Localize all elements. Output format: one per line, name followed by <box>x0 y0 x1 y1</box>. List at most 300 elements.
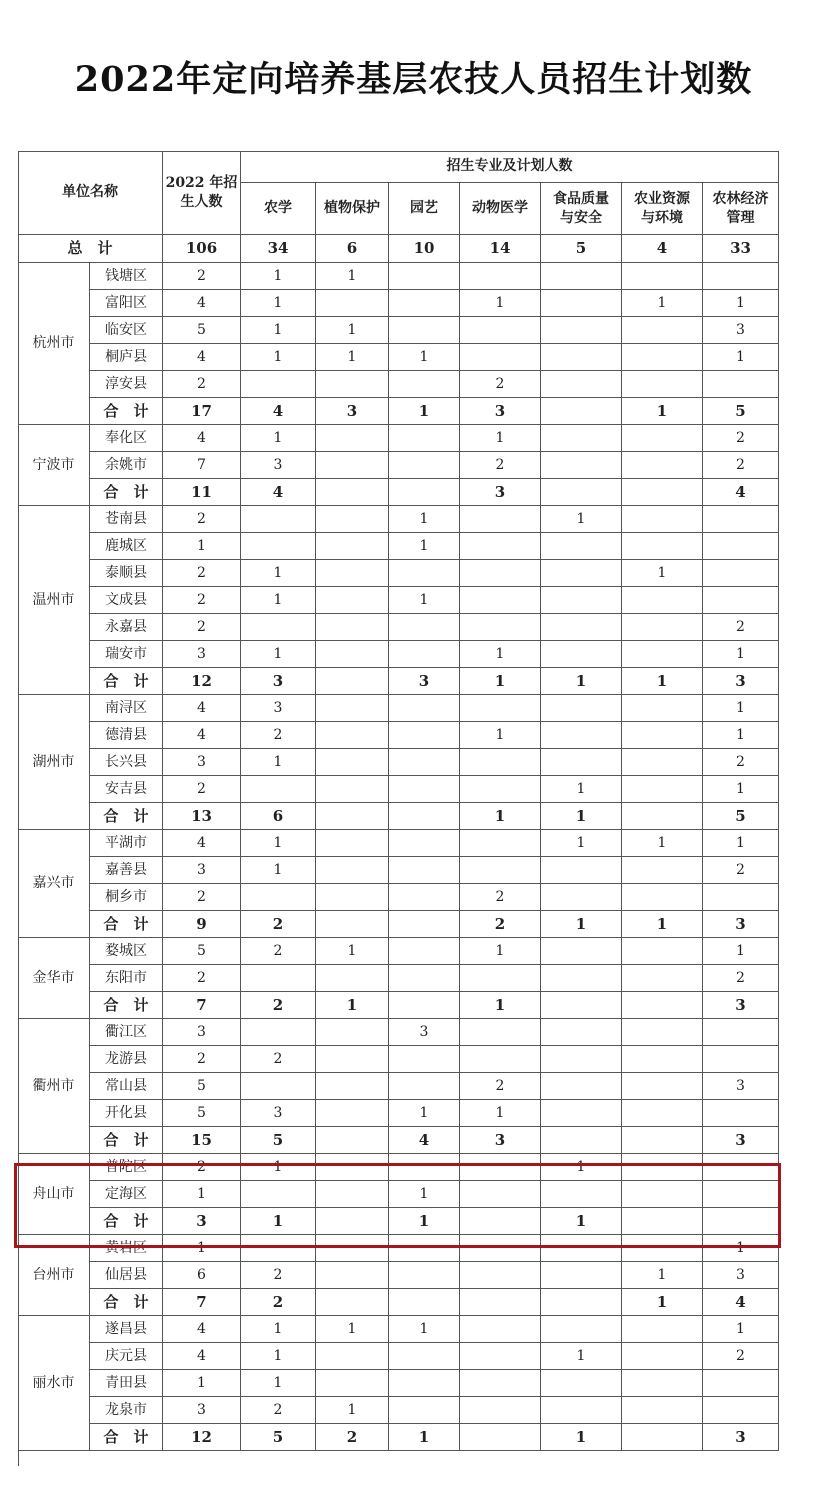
city-name: 嘉兴市 <box>18 830 90 938</box>
county-total: 2 <box>163 1154 241 1181</box>
table-cell <box>622 641 703 668</box>
header-major: 植物保护 <box>316 183 389 235</box>
table-cell <box>460 965 541 992</box>
table-cell: 3 <box>703 1262 779 1289</box>
table-cell <box>316 425 389 452</box>
table-cell <box>622 533 703 560</box>
grand-total-cell: 4 <box>622 235 703 263</box>
table-cell <box>389 857 460 884</box>
table-cell <box>460 614 541 641</box>
subtotal-label: 合 计 <box>90 1289 163 1316</box>
subtotal-cell: 1 <box>316 992 389 1019</box>
county-name: 苍南县 <box>90 506 163 533</box>
city-name: 舟山市 <box>18 1154 90 1235</box>
table-cell: 1 <box>241 317 316 344</box>
county-total: 3 <box>163 1019 241 1046</box>
subtotal-cell: 2 <box>241 992 316 1019</box>
county-name: 开化县 <box>90 1100 163 1127</box>
table-cell <box>316 722 389 749</box>
county-name: 奉化区 <box>90 425 163 452</box>
subtotal-cell: 3 <box>460 479 541 506</box>
table-cell: 2 <box>241 938 316 965</box>
table-cell <box>241 1235 316 1262</box>
city-name: 湖州市 <box>18 695 90 830</box>
table-cell <box>389 1343 460 1370</box>
table-cell <box>622 371 703 398</box>
table-cell: 1 <box>316 938 389 965</box>
table-cell: 1 <box>316 263 389 290</box>
table-cell: 1 <box>703 290 779 317</box>
table-cell <box>703 1370 779 1397</box>
table-cell: 1 <box>389 1316 460 1343</box>
city-name: 宁波市 <box>18 425 90 506</box>
subtotal-total: 12 <box>163 668 241 695</box>
table-cell <box>541 587 622 614</box>
table-cell <box>460 1019 541 1046</box>
table-cell <box>460 1262 541 1289</box>
table-cell <box>541 1073 622 1100</box>
subtotal-total: 13 <box>163 803 241 830</box>
table-cell <box>316 830 389 857</box>
table-cell <box>460 587 541 614</box>
table-cell <box>389 776 460 803</box>
subtotal-label: 合 计 <box>90 398 163 425</box>
table-cell <box>541 344 622 371</box>
table-cell: 1 <box>241 641 316 668</box>
table-cell: 1 <box>460 938 541 965</box>
table-cell: 1 <box>389 533 460 560</box>
table-cell <box>541 560 622 587</box>
table-cell: 1 <box>389 344 460 371</box>
table-cell <box>703 1154 779 1181</box>
subtotal-label: 合 计 <box>90 803 163 830</box>
city-name: 丽水市 <box>18 1316 90 1451</box>
subtotal-total: 17 <box>163 398 241 425</box>
table-cell <box>622 317 703 344</box>
subtotal-cell <box>622 1208 703 1235</box>
subtotal-cell: 1 <box>541 1208 622 1235</box>
county-total: 6 <box>163 1262 241 1289</box>
table-cell <box>241 1019 316 1046</box>
subtotal-cell: 6 <box>241 803 316 830</box>
table-cell: 1 <box>703 641 779 668</box>
county-name: 龙泉市 <box>90 1397 163 1424</box>
table-cell: 1 <box>241 263 316 290</box>
table-cell <box>622 1019 703 1046</box>
subtotal-total: 11 <box>163 479 241 506</box>
table-cell <box>316 776 389 803</box>
table-cell <box>316 641 389 668</box>
county-total: 5 <box>163 317 241 344</box>
table-cell <box>389 425 460 452</box>
table-cell <box>316 1100 389 1127</box>
county-total: 3 <box>163 749 241 776</box>
table-cell <box>460 1397 541 1424</box>
table-cell <box>703 1181 779 1208</box>
table-cell <box>541 1046 622 1073</box>
subtotal-total: 7 <box>163 992 241 1019</box>
subtotal-cell: 3 <box>703 668 779 695</box>
table-cell <box>460 506 541 533</box>
table-cell: 1 <box>460 641 541 668</box>
table-cell <box>316 533 389 560</box>
table-cell <box>389 938 460 965</box>
table-cell <box>241 506 316 533</box>
page-title: 2022年定向培养基层农技人员招生计划数 <box>74 59 753 100</box>
header-unit-name: 单位名称 <box>18 151 163 235</box>
table-cell: 1 <box>389 506 460 533</box>
county-name: 衢江区 <box>90 1019 163 1046</box>
table-cell <box>622 1397 703 1424</box>
county-total: 1 <box>163 1370 241 1397</box>
table-cell <box>622 749 703 776</box>
table-cell <box>622 1073 703 1100</box>
county-total: 1 <box>163 1181 241 1208</box>
subtotal-cell: 1 <box>460 803 541 830</box>
table-cell <box>622 425 703 452</box>
table-cell: 2 <box>703 1343 779 1370</box>
table-cell: 1 <box>703 722 779 749</box>
table-cell: 2 <box>703 857 779 884</box>
subtotal-cell: 5 <box>241 1424 316 1451</box>
subtotal-cell: 1 <box>541 911 622 938</box>
table-cell <box>541 533 622 560</box>
table-cell: 2 <box>703 965 779 992</box>
subtotal-cell <box>389 803 460 830</box>
subtotal-cell <box>316 668 389 695</box>
table-cell <box>541 1262 622 1289</box>
subtotal-cell <box>460 1208 541 1235</box>
county-name: 瑞安市 <box>90 641 163 668</box>
subtotal-cell <box>541 992 622 1019</box>
county-name: 长兴县 <box>90 749 163 776</box>
county-name: 德清县 <box>90 722 163 749</box>
subtotal-cell: 1 <box>389 1208 460 1235</box>
subtotal-cell <box>541 1127 622 1154</box>
table-cell <box>389 1370 460 1397</box>
subtotal-cell <box>622 1127 703 1154</box>
table-cell <box>541 452 622 479</box>
subtotal-label: 合 计 <box>90 1424 163 1451</box>
city-name: 衢州市 <box>18 1019 90 1154</box>
county-name: 桐乡市 <box>90 884 163 911</box>
table-cell: 3 <box>703 1073 779 1100</box>
subtotal-cell: 5 <box>241 1127 316 1154</box>
table-cell <box>389 317 460 344</box>
table-cell: 1 <box>389 587 460 614</box>
county-total: 4 <box>163 1316 241 1343</box>
subtotal-cell <box>622 1424 703 1451</box>
table-cell <box>389 1046 460 1073</box>
subtotal-total: 9 <box>163 911 241 938</box>
table-cell <box>389 1262 460 1289</box>
subtotal-label: 合 计 <box>90 479 163 506</box>
grand-total-cell: 33 <box>703 235 779 263</box>
subtotal-cell: 2 <box>241 1289 316 1316</box>
table-cell <box>703 1046 779 1073</box>
subtotal-cell: 3 <box>703 992 779 1019</box>
table-cell <box>389 371 460 398</box>
table-cell <box>460 317 541 344</box>
table-cell <box>703 371 779 398</box>
header-major: 园艺 <box>389 183 460 235</box>
table-cell <box>316 614 389 641</box>
subtotal-cell: 4 <box>389 1127 460 1154</box>
table-cell <box>389 560 460 587</box>
subtotal-cell: 2 <box>460 911 541 938</box>
subtotal-cell: 4 <box>241 479 316 506</box>
table-cell: 1 <box>460 722 541 749</box>
table-cell <box>241 884 316 911</box>
subtotal-cell: 4 <box>703 1289 779 1316</box>
subtotal-cell <box>703 1208 779 1235</box>
subtotal-cell: 5 <box>703 398 779 425</box>
table-cell: 1 <box>460 1100 541 1127</box>
subtotal-total: 15 <box>163 1127 241 1154</box>
table-cell <box>460 1181 541 1208</box>
table-cell <box>460 263 541 290</box>
table-cell <box>316 749 389 776</box>
table-cell <box>703 1100 779 1127</box>
table-cell <box>541 857 622 884</box>
table-cell: 3 <box>241 452 316 479</box>
subtotal-cell <box>389 479 460 506</box>
subtotal-cell <box>316 479 389 506</box>
table-cell <box>541 722 622 749</box>
county-total: 4 <box>163 695 241 722</box>
table-cell: 1 <box>541 776 622 803</box>
table-cell <box>541 290 622 317</box>
table-cell: 1 <box>703 695 779 722</box>
table-cell: 2 <box>460 452 541 479</box>
table-cell: 2 <box>703 749 779 776</box>
table-cell <box>703 1019 779 1046</box>
county-total: 2 <box>163 371 241 398</box>
county-name: 淳安县 <box>90 371 163 398</box>
subtotal-cell: 1 <box>541 668 622 695</box>
table-cell <box>316 1019 389 1046</box>
table-cell <box>541 1100 622 1127</box>
subtotal-cell <box>316 1208 389 1235</box>
table-cell <box>622 506 703 533</box>
table-cell: 1 <box>541 1154 622 1181</box>
table-cell <box>622 1235 703 1262</box>
county-name: 婺城区 <box>90 938 163 965</box>
table-cell: 3 <box>389 1019 460 1046</box>
grand-total-cell: 5 <box>541 235 622 263</box>
table-cell <box>389 749 460 776</box>
table-cell: 1 <box>622 1262 703 1289</box>
table-cell: 1 <box>241 425 316 452</box>
table-cell <box>541 1316 622 1343</box>
county-total: 1 <box>163 533 241 560</box>
table-cell <box>541 965 622 992</box>
county-name: 永嘉县 <box>90 614 163 641</box>
subtotal-cell: 1 <box>389 1424 460 1451</box>
table-cell <box>241 965 316 992</box>
table-cell: 2 <box>703 452 779 479</box>
table-cell: 1 <box>703 1235 779 1262</box>
table-cell: 1 <box>389 1181 460 1208</box>
county-name: 泰顺县 <box>90 560 163 587</box>
subtotal-cell: 1 <box>622 911 703 938</box>
table-cell: 1 <box>703 938 779 965</box>
table-cell <box>316 560 389 587</box>
county-name: 黄岩区 <box>90 1235 163 1262</box>
table-cell <box>316 587 389 614</box>
county-total: 2 <box>163 965 241 992</box>
table-cell <box>241 533 316 560</box>
header-major: 农业资源与环境 <box>622 183 703 235</box>
table-cell: 1 <box>316 1397 389 1424</box>
table-cell <box>541 1019 622 1046</box>
table-cell <box>460 560 541 587</box>
subtotal-cell: 3 <box>703 911 779 938</box>
county-name: 余姚市 <box>90 452 163 479</box>
table-cell: 1 <box>389 1100 460 1127</box>
table-cell: 1 <box>241 1343 316 1370</box>
county-name: 仙居县 <box>90 1262 163 1289</box>
subtotal-label: 合 计 <box>90 668 163 695</box>
table-cell <box>541 614 622 641</box>
table-cell: 2 <box>460 1073 541 1100</box>
subtotal-cell <box>541 1289 622 1316</box>
county-total: 2 <box>163 506 241 533</box>
table-cell: 1 <box>241 290 316 317</box>
city-name: 杭州市 <box>18 263 90 425</box>
table-cell <box>622 452 703 479</box>
county-name: 平湖市 <box>90 830 163 857</box>
subtotal-cell <box>389 992 460 1019</box>
county-name: 富阳区 <box>90 290 163 317</box>
county-name: 定海区 <box>90 1181 163 1208</box>
table-cell <box>541 641 622 668</box>
table-cell <box>389 830 460 857</box>
table-cell: 1 <box>622 290 703 317</box>
table-cell <box>316 506 389 533</box>
subtotal-cell <box>541 479 622 506</box>
county-total: 3 <box>163 641 241 668</box>
table-cell: 2 <box>703 425 779 452</box>
county-total: 5 <box>163 938 241 965</box>
table-cell <box>316 1235 389 1262</box>
county-total: 4 <box>163 344 241 371</box>
subtotal-total: 7 <box>163 1289 241 1316</box>
table-cell <box>316 1073 389 1100</box>
table-cell <box>316 884 389 911</box>
table-cell <box>316 1046 389 1073</box>
county-name: 东阳市 <box>90 965 163 992</box>
subtotal-cell <box>460 1424 541 1451</box>
subtotal-cell: 3 <box>316 398 389 425</box>
table-cell <box>703 560 779 587</box>
subtotal-cell <box>622 803 703 830</box>
table-cell <box>622 938 703 965</box>
subtotal-cell: 3 <box>703 1127 779 1154</box>
subtotal-cell <box>622 479 703 506</box>
table-cell <box>460 749 541 776</box>
subtotal-cell: 3 <box>460 398 541 425</box>
table-cell <box>703 506 779 533</box>
county-total: 4 <box>163 1343 241 1370</box>
table-cell: 1 <box>460 290 541 317</box>
subtotal-cell: 1 <box>622 398 703 425</box>
table-cell <box>316 1154 389 1181</box>
table-cell: 2 <box>241 722 316 749</box>
county-total: 4 <box>163 425 241 452</box>
header-major: 农林经济管理 <box>703 183 779 235</box>
table-cell: 1 <box>241 560 316 587</box>
subtotal-cell: 1 <box>541 1424 622 1451</box>
subtotal-cell: 3 <box>703 1424 779 1451</box>
table-cell <box>703 1397 779 1424</box>
subtotal-cell: 3 <box>460 1127 541 1154</box>
table-cell <box>703 263 779 290</box>
table-cell: 1 <box>241 587 316 614</box>
table-cell <box>541 1370 622 1397</box>
county-total: 5 <box>163 1073 241 1100</box>
table-cell <box>541 884 622 911</box>
table-cell <box>460 1316 541 1343</box>
county-name: 文成县 <box>90 587 163 614</box>
table-cell: 1 <box>241 830 316 857</box>
table-cell <box>316 1343 389 1370</box>
subtotal-label: 合 计 <box>90 1208 163 1235</box>
table-cell: 1 <box>316 317 389 344</box>
table-cell <box>622 344 703 371</box>
subtotal-cell: 1 <box>241 1208 316 1235</box>
table-cell <box>622 587 703 614</box>
grand-total-cell: 10 <box>389 235 460 263</box>
table-cell <box>460 857 541 884</box>
table-cell: 1 <box>241 1370 316 1397</box>
table-cell: 1 <box>241 1316 316 1343</box>
county-total: 3 <box>163 1397 241 1424</box>
table-cell <box>622 1343 703 1370</box>
table-cell <box>460 695 541 722</box>
subtotal-cell: 5 <box>703 803 779 830</box>
table-cell <box>622 614 703 641</box>
table-cell <box>622 776 703 803</box>
subtotal-cell <box>460 1289 541 1316</box>
table-cell <box>622 1154 703 1181</box>
table-cell <box>389 965 460 992</box>
table-cell: 1 <box>541 1343 622 1370</box>
county-total: 2 <box>163 614 241 641</box>
county-total: 4 <box>163 830 241 857</box>
table-cell: 1 <box>316 344 389 371</box>
table-cell <box>541 425 622 452</box>
table-cell <box>703 884 779 911</box>
subtotal-cell <box>316 1127 389 1154</box>
table-cell: 1 <box>316 1316 389 1343</box>
county-total: 7 <box>163 452 241 479</box>
header-enroll-2022: 2022 年招生人数 <box>163 151 241 235</box>
county-total: 2 <box>163 560 241 587</box>
grand-total-value: 106 <box>163 235 241 263</box>
table-cell <box>389 1397 460 1424</box>
table-cell <box>622 884 703 911</box>
county-name: 青田县 <box>90 1370 163 1397</box>
table-cell <box>460 533 541 560</box>
table-cell: 1 <box>703 776 779 803</box>
grand-total-cell: 34 <box>241 235 316 263</box>
county-name: 钱塘区 <box>90 263 163 290</box>
grand-total-cell: 14 <box>460 235 541 263</box>
county-name: 遂昌县 <box>90 1316 163 1343</box>
table-cell <box>703 587 779 614</box>
county-name: 临安区 <box>90 317 163 344</box>
